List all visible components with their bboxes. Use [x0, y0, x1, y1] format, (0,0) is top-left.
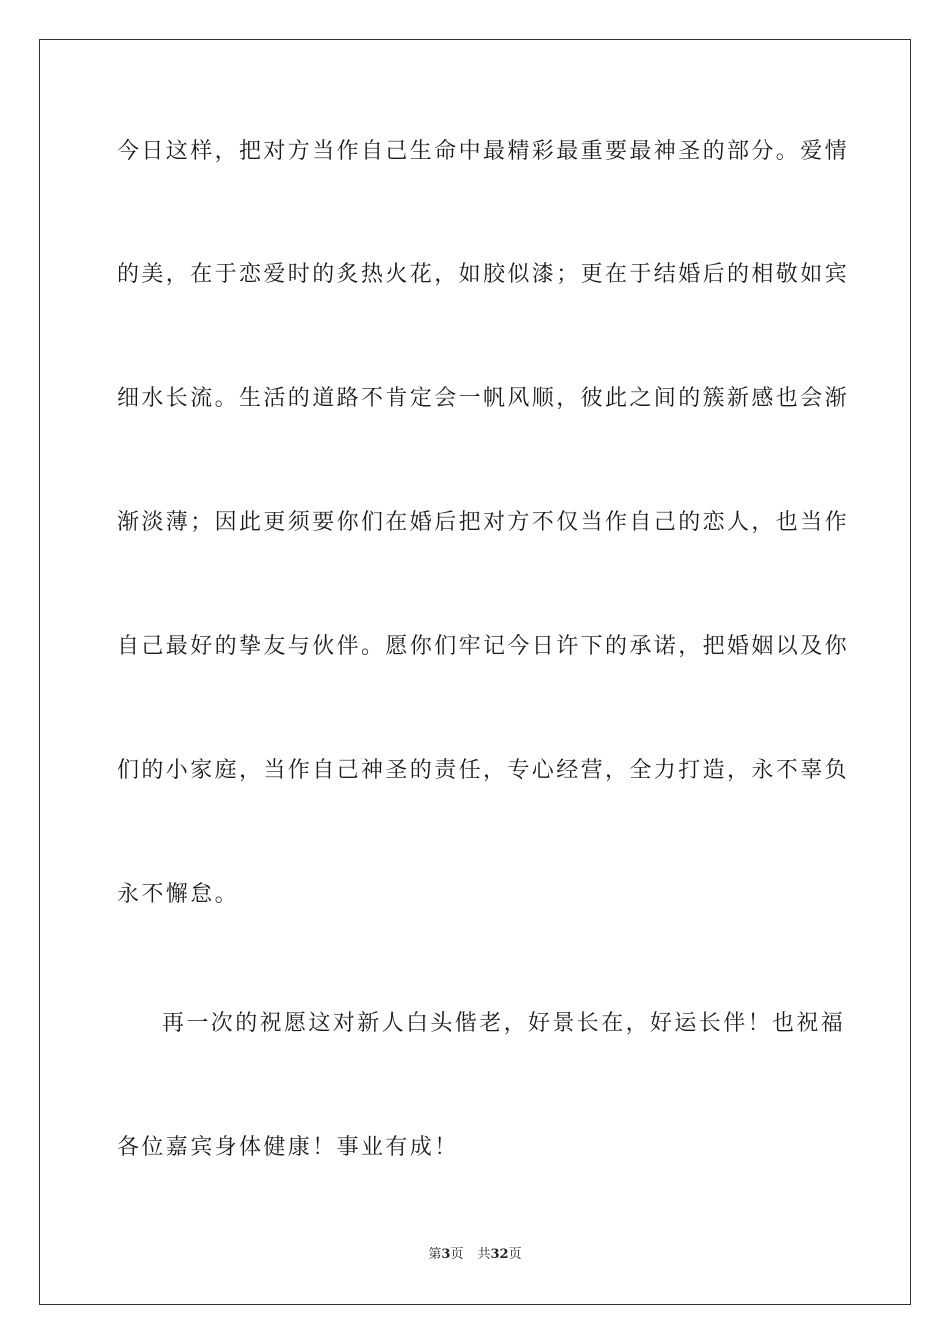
- total-suffix: 页: [508, 1247, 522, 1262]
- body-line-9: 各位嘉宾身体健康！事业有成！: [117, 1135, 459, 1160]
- body-line-4: 渐淡薄；因此更须要你们在婚后把对方不仅当作自己的恋人，也当作: [117, 510, 850, 535]
- page-prefix: 第: [428, 1247, 442, 1262]
- body-line-8-paragraph-start: 再一次的祝愿这对新人白头偕老，好景长在，好运长伴！也祝福: [162, 1011, 846, 1036]
- total-pages: 32: [490, 1247, 509, 1262]
- body-line-5: 自己最好的挚友与伙伴。愿你们牢记今日许下的承诺，把婚姻以及你: [117, 634, 850, 659]
- page-suffix: 页: [450, 1247, 464, 1262]
- total-prefix: 共: [477, 1247, 491, 1262]
- body-line-6: 们的小家庭，当作自己神圣的责任，专心经营，全力打造，永不辜负: [117, 758, 850, 783]
- body-line-7: 永不懈怠。: [117, 882, 240, 907]
- page-footer: [0, 1246, 950, 1264]
- page-border: [39, 39, 911, 1305]
- body-line-3: 细水长流。生活的道路不肯定会一帆风顺，彼此之间的簇新感也会渐: [117, 386, 850, 411]
- body-line-2: 的美，在于恋爱时的炙热火花，如胶似漆；更在于结婚后的相敬如宾: [117, 262, 850, 287]
- body-line-1: 今日这样，把对方当作自己生命中最精彩最重要最神圣的部分。爱情: [117, 139, 850, 164]
- page-number: 3: [441, 1247, 451, 1262]
